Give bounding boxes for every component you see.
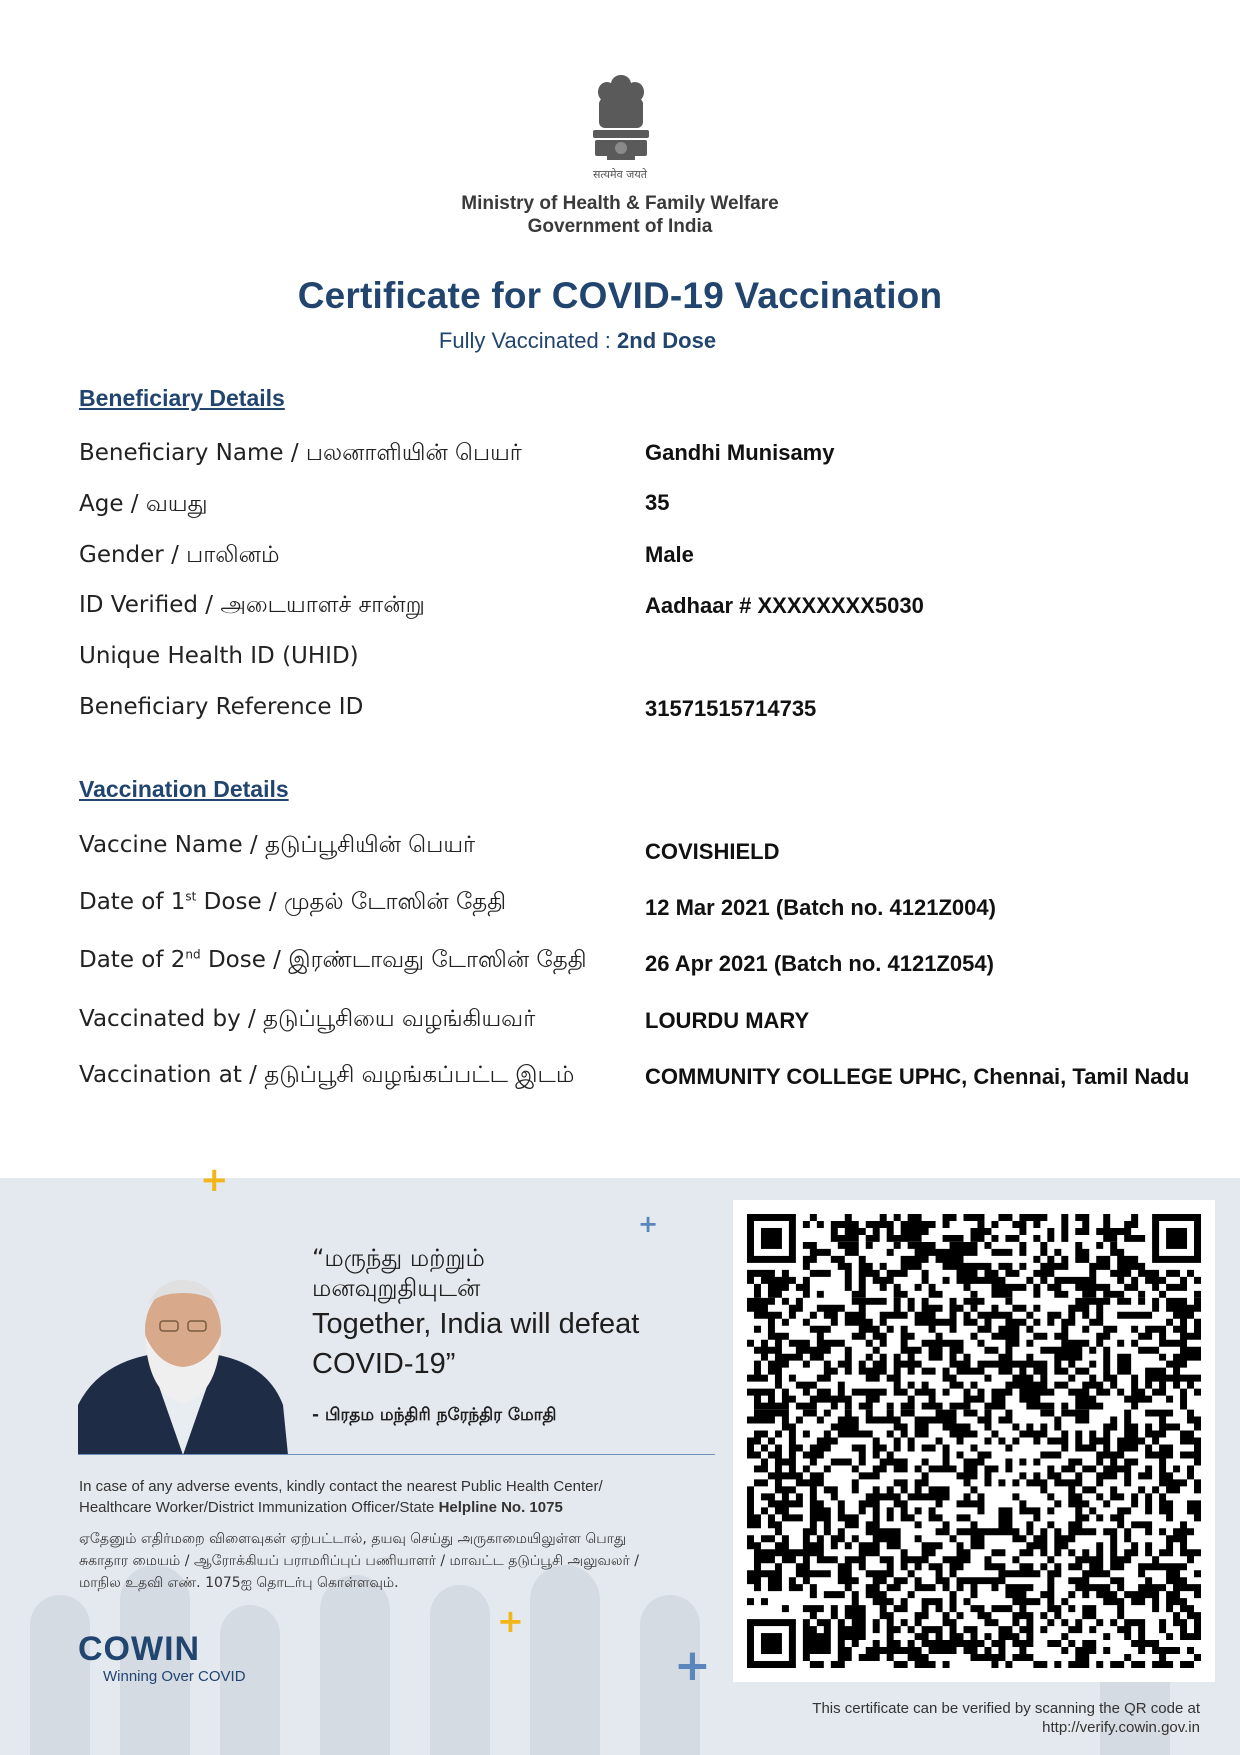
id-verified-value: Aadhaar # XXXXXXXX5030 [645, 593, 924, 618]
uhid-label: Unique Health ID (UHID) [79, 643, 359, 669]
cowin-tagline: Winning Over COVID [103, 1668, 246, 1685]
quote-tamil-line-2: மனவுறுதியுடன் [312, 1274, 481, 1302]
quote-attribution: - பிரதம மந்திரி நரேந்திர மோதி [312, 1405, 557, 1425]
second-dose-label [79, 947, 587, 976]
quote-english-line-1: Together, India will defeat [312, 1308, 640, 1340]
verify-text-line-1: This certificate can be verified by scanning the QR code at [812, 1700, 1200, 1717]
plus-icon: + [497, 1602, 524, 1640]
plus-icon: + [674, 1640, 711, 1691]
adverse-events-line-1: In case of any adverse events, kindly contact the nearest Public Health Center/ [79, 1478, 603, 1495]
vaccinated-at-value: COMMUNITY COLLEGE UPHC, Chennai, Tamil Nadu [645, 1064, 1190, 1089]
adverse-events-tamil-line-1: ஏதேனும் எதிர்மறை விளைவுகள் ஏற்பட்டால், தயவு செய்து அருகாமையிலுள்ள பொது [79, 1531, 627, 1547]
vaccinated-by-label: Vaccinated by / தடுப்பூசியை வழங்கியவர் [79, 1006, 536, 1032]
status-value: 2nd Dose [617, 328, 717, 353]
verify-url[interactable]: http://verify.cowin.gov.in [1042, 1719, 1200, 1736]
verification-qr-code[interactable] [733, 1200, 1215, 1682]
gender-label: Gender / பாலினம் [79, 542, 280, 568]
first-dose-label-prefix: Date of 1 [79, 889, 186, 915]
reference-id-value: 31571515714735 [645, 696, 817, 721]
age-label: Age / வயது [79, 491, 208, 517]
plus-icon: + [638, 1210, 659, 1238]
crowd-silhouette [30, 1595, 90, 1755]
qr-finder-pattern [1166, 1228, 1187, 1249]
crowd-silhouette [320, 1575, 390, 1755]
adverse-events-tamil-line-3: மாநில உதவி எண். 1075ஐ தொடர்பு கொள்ளவும். [79, 1575, 399, 1591]
gender-value: Male [645, 542, 694, 567]
vaccination-status [0, 328, 1155, 354]
beneficiary-details-heading: Beneficiary Details [79, 385, 285, 411]
helpline-number: Helpline No. 1075 [438, 1499, 563, 1516]
vaccine-name-value: COVISHIELD [645, 839, 780, 864]
certificate-title: Certificate for COVID-19 Vaccination [297, 275, 943, 316]
adverse-events-text [79, 1476, 699, 1518]
second-dose-label-suffix: Dose / இரண்டாவது டோஸின் தேதி [200, 947, 587, 973]
government-name: Government of India [527, 216, 713, 237]
qr-finder-pattern [761, 1228, 782, 1249]
beneficiary-name-value: Gandhi Munisamy [645, 440, 835, 465]
second-dose-label-prefix: Date of 2 [79, 947, 186, 973]
quote-english-line-2: COVID-19” [312, 1348, 456, 1380]
qr-finder-pattern [761, 1633, 782, 1654]
qr-code-container [733, 1200, 1215, 1682]
cowin-logo: COWIN [78, 1630, 201, 1668]
prime-minister-portrait [78, 1255, 288, 1455]
quote-tamil-line-1: “மருந்து மற்றும் [312, 1244, 485, 1272]
qr-modules [747, 1214, 1201, 1668]
emblem-motto: सत्यमेव जयते [592, 168, 647, 181]
vaccinated-at-label: Vaccination at / தடுப்பூசி வழங்கப்பட்ட இடம் [79, 1062, 575, 1088]
first-dose-value: 12 Mar 2021 (Batch no. 4121Z004) [645, 895, 996, 920]
status-label: Fully Vaccinated : [438, 328, 611, 353]
crowd-silhouette [430, 1585, 490, 1755]
vaccine-name-label: Vaccine Name / தடுப்பூசியின் பெயர் [79, 832, 476, 858]
vaccinated-by-value: LOURDU MARY [645, 1008, 810, 1033]
adverse-events-line-2 [79, 1497, 699, 1518]
age-value: 35 [645, 490, 670, 515]
second-dose-value: 26 Apr 2021 (Batch no. 4121Z054) [645, 951, 994, 976]
reference-id-label: Beneficiary Reference ID [79, 694, 364, 720]
adverse-events-line-2-text: Healthcare Worker/District Immunization Officer/State [79, 1499, 435, 1516]
national-emblem-icon [585, 70, 657, 182]
adverse-events-tamil-line-2: சுகாதார மையம் / ஆரோக்கியப் பராமரிப்புப் பணியாளர் / மாவட்ட தடுப்பூசி அலுவலர் / [79, 1553, 640, 1569]
second-dose-sup: nd [185, 947, 201, 962]
first-dose-label-suffix: Dose / முதல் டோஸின் தேதி [196, 889, 507, 915]
adverse-events-tamil-text [79, 1528, 699, 1594]
id-verified-label: ID Verified / அடையாளச் சான்று [79, 592, 425, 618]
ministry-name: Ministry of Health & Family Welfare [461, 193, 779, 214]
beneficiary-name-label: Beneficiary Name / பலனாளியின் பெயர் [79, 440, 522, 466]
first-dose-sup: st [185, 889, 197, 904]
vaccination-details-heading: Vaccination Details [79, 776, 289, 802]
divider [78, 1454, 715, 1455]
first-dose-label [79, 889, 506, 918]
plus-icon: + [200, 1160, 229, 1200]
